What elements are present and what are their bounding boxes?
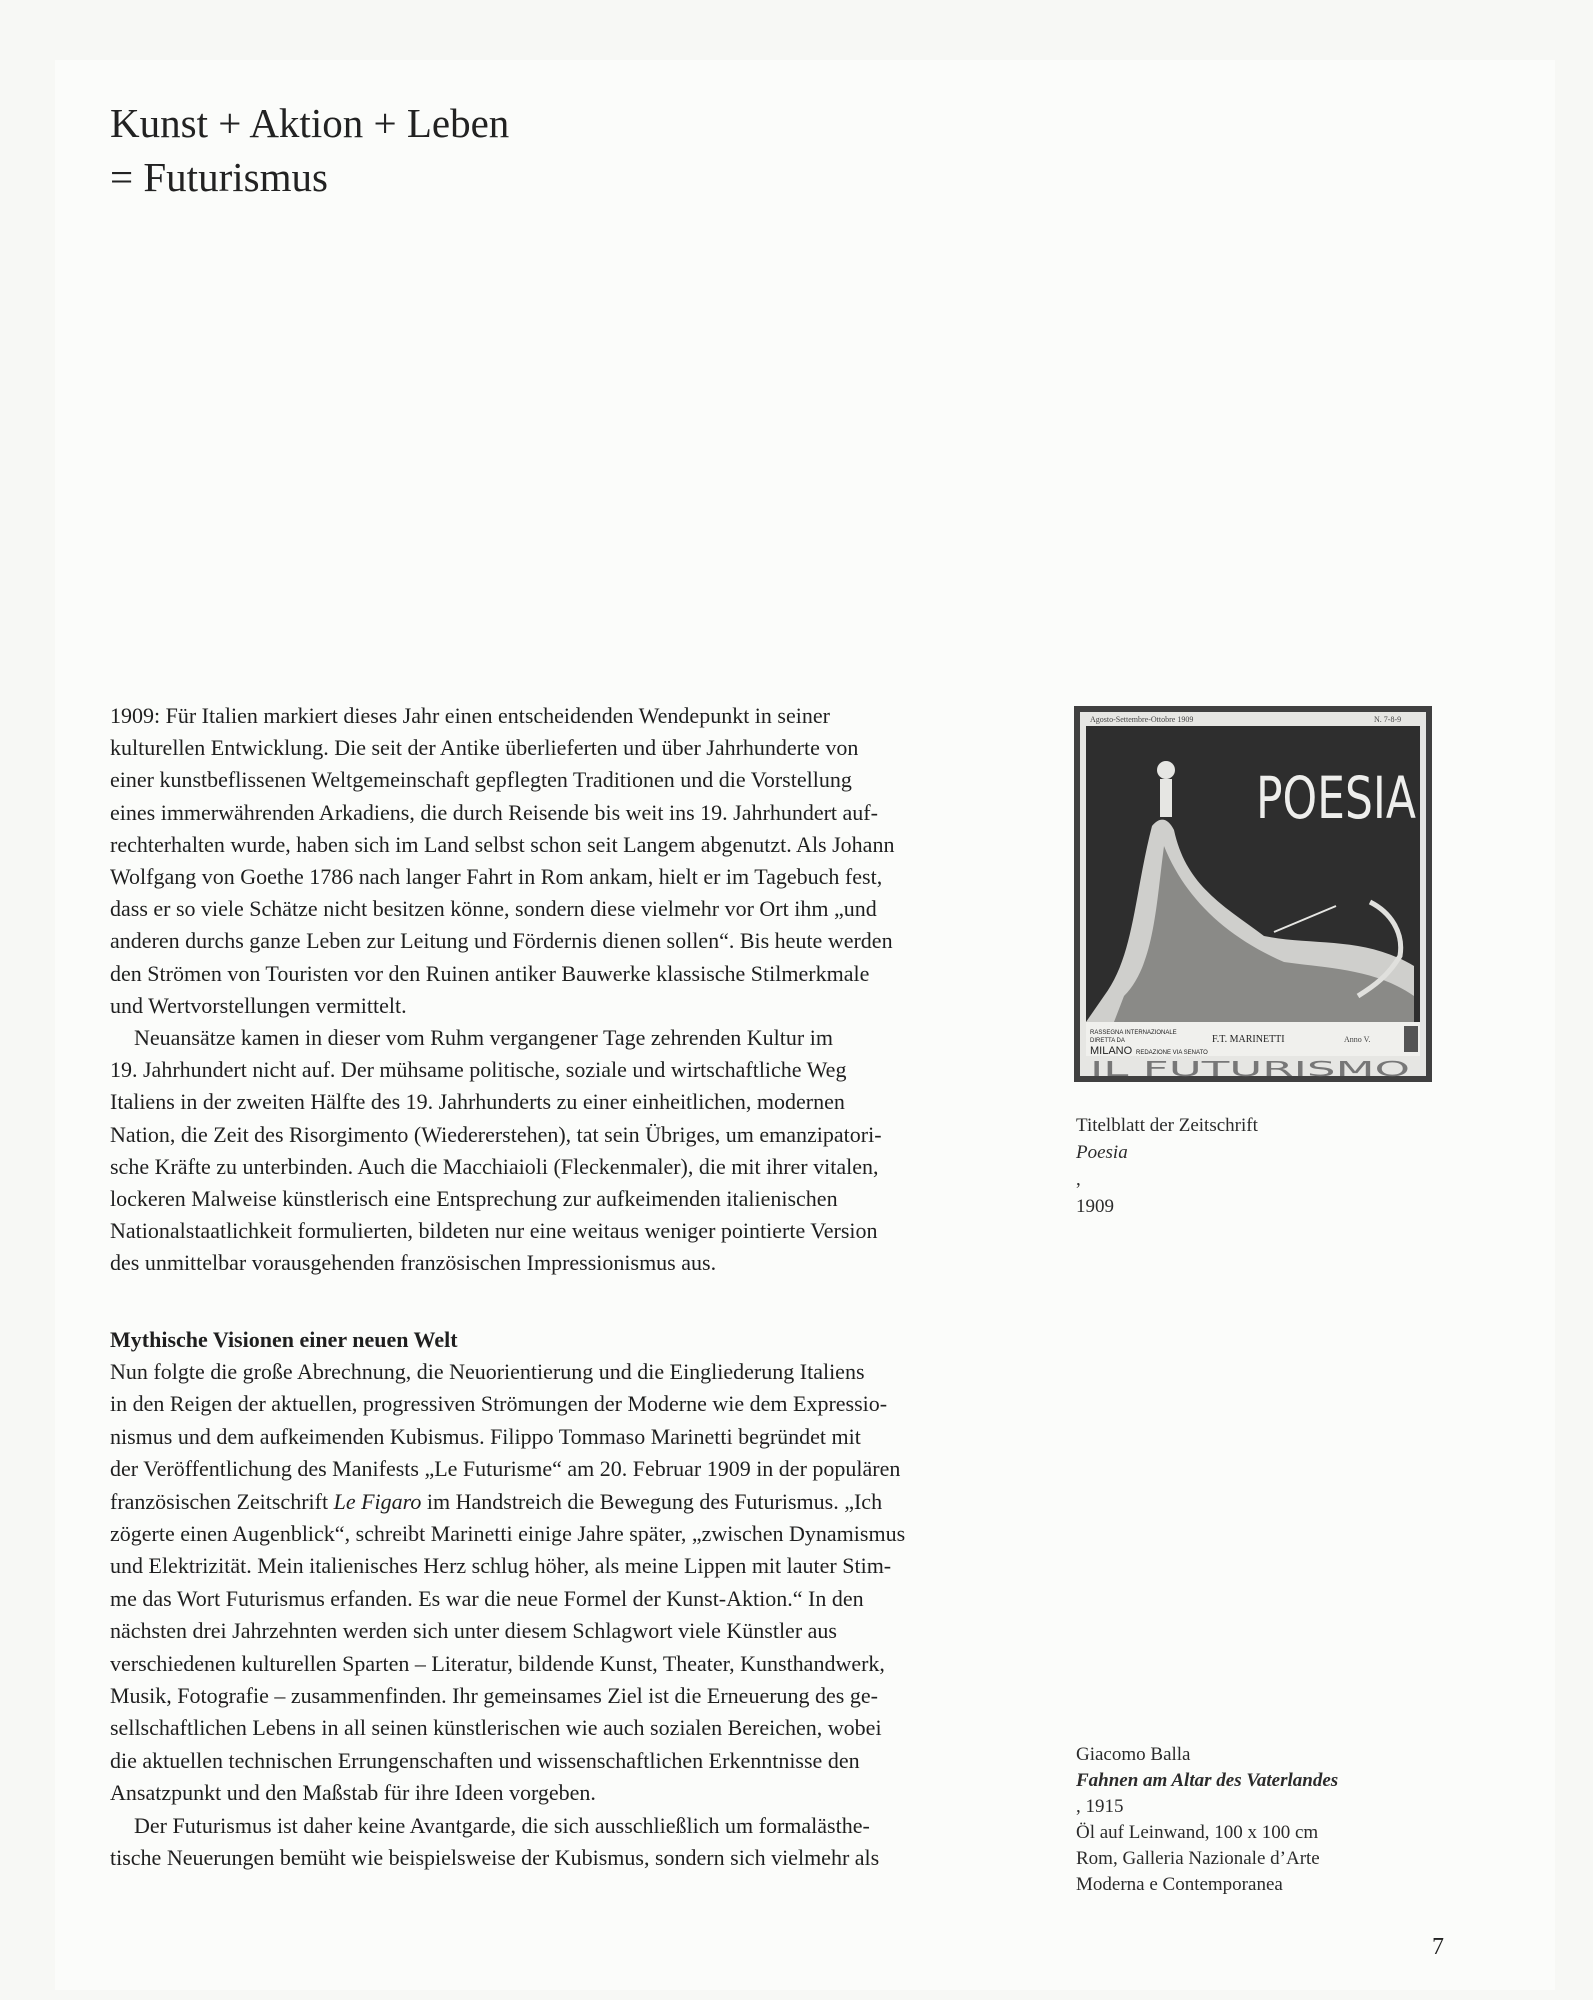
cover-info-text: DIRETTA DA [1090, 1038, 1125, 1044]
text-line: nismus und dem aufkeimenden Kubismus. Filippo Tommaso Marinetti begründet mit [110, 1423, 861, 1449]
body-text-section-1 [110, 700, 1030, 1280]
text-line: Der Futurismus ist daher keine Avantgarde, die sich ausschließlich um formalästhe- [134, 1812, 870, 1838]
text-line: die aktuellen technischen Errungenschaften und wissenschaftlichen Erkenntnisse den [110, 1747, 860, 1773]
paragraph-1 [110, 700, 1030, 1022]
cover-issue-text: N. 7-8-9 [1374, 715, 1402, 724]
caption-work-title: Fahnen am Altar des Vaterlandes [1076, 1770, 1339, 1791]
cover-logo-text: POESIA [1256, 764, 1417, 832]
text-line: einer kunstbeflissenen Weltgemeinschaft gepflegten Traditionen und die Vorstellung [110, 767, 852, 793]
title-line-2: = Futurismus [110, 154, 328, 200]
text-line: Italiens in der zweiten Hälfte des 19. Jahrhunderts zu einer einheitlichen, modernen [110, 1089, 845, 1115]
text-line: lockeren Malweise künstlerisch eine Entsprechung zur aufkeimenden italienischen [110, 1186, 838, 1212]
caption-location: Moderna e Contemporanea [1076, 1874, 1283, 1895]
text-line: und Elektrizität. Mein italienisches Herz schlug höher, als meine Lippen mit lauter Stim- [110, 1553, 892, 1579]
caption-text: Titelblatt der Zeitschrift [1076, 1115, 1258, 1136]
text-line: verschiedenen kulturellen Sparten – Literatur, bildende Kunst, Theater, Kunsthandwerk, [110, 1650, 885, 1676]
text-line: Neuansätze kamen in dieser vom Ruhm vergangener Tage zehrenden Kultur im [134, 1025, 833, 1051]
figure-caption-1 [1076, 1112, 1436, 1220]
cover-info-text: MILANO [1090, 1045, 1133, 1057]
text-line: Musik, Fotografie – zusammenfinden. Ihr gemeinsames Ziel ist die Erneuerung des ge- [110, 1683, 878, 1709]
text-line: nächsten drei Jahrzehnten werden sich unter diesem Schlagwort viele Künstler aus [110, 1618, 837, 1644]
body-text-section-2 [110, 1356, 1030, 1875]
poesia-cover-image [1074, 706, 1432, 1082]
text-line [110, 1486, 1030, 1518]
title-line-1: Kunst + Aktion + Leben [110, 100, 510, 146]
publication-name: Le Figaro [333, 1488, 422, 1514]
text-line: anderen durchs ganze Leben zur Leitung und Fördernis dienen sollen“. Bis heute werden [110, 928, 893, 954]
caption-medium: Öl auf Leinwand, 100 x 100 cm [1076, 1822, 1319, 1843]
text-line: Wolfgang von Goethe 1786 nach langer Fahrt in Rom ankam, hielt er im Tagebuch fest, [110, 864, 883, 890]
text-line: sche Kräfte zu unterbinden. Auch die Macchiaioli (Fleckenmaler), die mit ihrer vitalen, [110, 1153, 879, 1179]
cover-date-text: Agosto-Settembre-Ottobre 1909 [1090, 715, 1194, 724]
caption-work-line [1076, 1768, 1456, 1820]
text-line: des unmittelbar vorausgehenden französischen Impressionismus aus. [110, 1250, 717, 1276]
text-line: tische Neuerungen bemüht wie beispielsweise der Kubismus, sondern sich vielmehr als [110, 1845, 880, 1871]
text-line: Nationalstaatlichkeit formulierten, bildeten nur eine weitaus weniger pointierte Version [110, 1218, 878, 1244]
text-line: kulturellen Entwicklung. Die seit der Antike überlieferten und über Jahrhunderte von [110, 735, 859, 761]
cover-editor-name: F.T. MARINETTI [1212, 1034, 1285, 1045]
caption-artist: Giacomo Balla [1076, 1744, 1191, 1765]
text-line: zögerte einen Augenblick“, schreibt Marinetti einige Jahre später, „zwischen Dynamismus [110, 1521, 906, 1547]
text-line: Nation, die Zeit des Risorgimento (Wiedererstehen), tat sein Übriges, um emanzipatori- [110, 1121, 882, 1147]
caption-year: 1909 [1076, 1196, 1114, 1217]
cover-info-text: RASSEGNA INTERNAZIONALE [1090, 1030, 1177, 1036]
paragraph-2 [110, 1022, 1030, 1280]
caption-work-year: , 1915 [1076, 1796, 1124, 1817]
caption-text: , [1076, 1169, 1081, 1190]
text-line: dass er so viele Schätze nicht besitzen könne, sondern diese vielmehr vor Ort ihm „und [110, 896, 877, 922]
page-number: 7 [1432, 1934, 1444, 1960]
text-line: Ansatzpunkt und den Maßstab für ihre Ideen vorgeben. [110, 1780, 596, 1806]
text-line: Nun folgte die große Abrechnung, die Neuorientierung und die Eingliederung Italiens [110, 1359, 865, 1384]
text-line: in den Reigen der aktuellen, progressiven Strömungen der Moderne wie dem Expressio- [110, 1391, 888, 1417]
text-line: der Veröffentlichung des Manifests „Le Futurisme“ am 20. Februar 1909 in der populären [110, 1456, 901, 1482]
cover-info-text: REDAZIONE VIA SENATO [1136, 1050, 1208, 1056]
page-title [110, 96, 810, 204]
text-line: eines immerwährenden Arkadiens, die durch Reisende bis weit ins 19. Jahrhundert auf- [110, 799, 878, 825]
text-fragment: französischen Zeitschrift [110, 1488, 334, 1514]
caption-location: Rom, Galleria Nazionale d’Arte [1076, 1848, 1320, 1869]
caption-publication: Poesia [1076, 1142, 1128, 1163]
figure-caption-2 [1076, 1742, 1456, 1898]
caption-line [1076, 1112, 1436, 1193]
text-line: und Wertvorstellungen vermittelt. [110, 992, 407, 1018]
text-line: 19. Jahrhundert nicht auf. Der mühsame politische, soziale und wirtschaftliche Weg [110, 1057, 847, 1083]
text-line: sellschaftlichen Lebens in all seinen künstlerischen wie auch sozialen Bereichen, wobei [110, 1715, 882, 1741]
cover-bottom-text: IL FUTURISMO [1090, 1057, 1410, 1081]
section-heading: Mythische Visionen einer neuen Welt [110, 1327, 458, 1352]
text-line: rechterhalten wurde, haben sich im Land selbst schon seit Langem abgenutzt. Als Johann [110, 831, 895, 857]
text-line: 1909: Für Italien markiert dieses Jahr einen entscheidenden Wendepunkt in seiner [110, 703, 830, 728]
text-line: me das Wort Futurismus erfanden. Es war die neue Formel der Kunst-Aktion.“ In den [110, 1585, 864, 1611]
cover-volume-text: Anno V. [1344, 1035, 1371, 1044]
text-fragment: im Handstreich die Bewegung des Futurismus. „Ich [421, 1488, 883, 1514]
text-line: den Strömen von Touristen vor den Ruinen antiker Bauwerke klassische Stilmerkmale [110, 960, 870, 986]
